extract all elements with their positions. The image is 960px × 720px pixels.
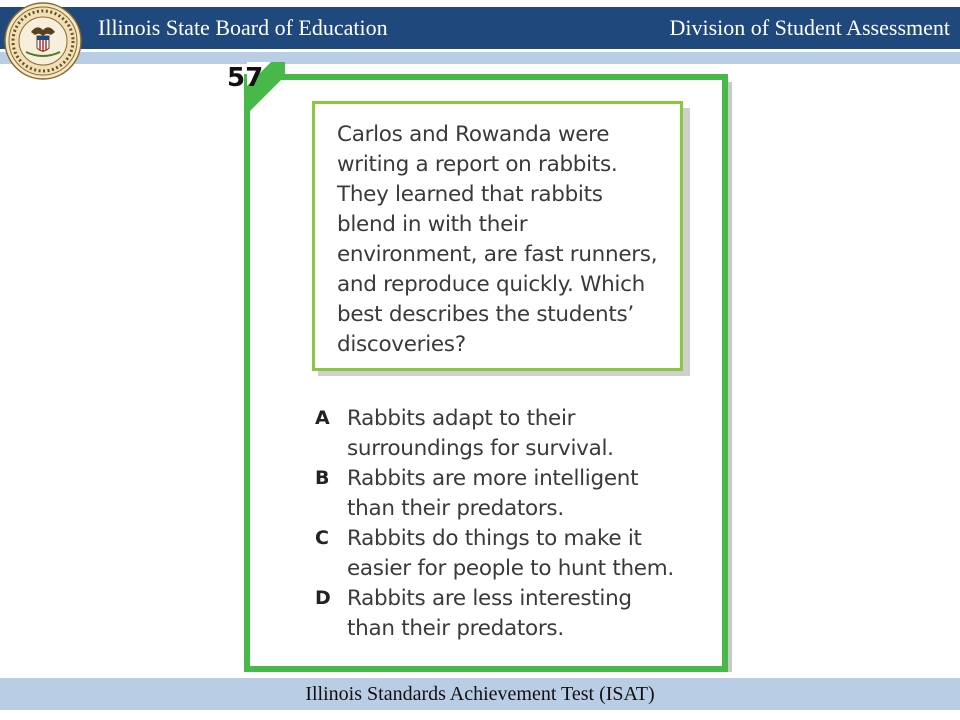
- choice-b[interactable]: [315, 464, 715, 524]
- header-stripe: [0, 52, 960, 64]
- question-prompt: Carlos and Rowanda were writing a report on rabbits. They learned that rabbits blend in with their environment, are fast runners, and reproduce quickly. Which best describes the students’ discoveries?: [337, 122, 658, 357]
- choice-c[interactable]: [315, 524, 715, 584]
- header-right-title: Division of Student Assessment: [669, 15, 950, 40]
- choice-text: Rabbits are less interesting than their predators.: [347, 586, 632, 641]
- question-number: 57: [227, 63, 264, 93]
- header-left-title: Illinois State Board of Education: [98, 15, 388, 40]
- answer-choices: [315, 404, 715, 644]
- choice-a[interactable]: [315, 404, 715, 464]
- illinois-state-seal-icon: [4, 2, 82, 80]
- choice-letter: B: [315, 467, 330, 489]
- choice-letter: A: [315, 407, 330, 429]
- choice-d[interactable]: [315, 584, 715, 644]
- choice-text: Rabbits adapt to their surroundings for survival.: [347, 406, 614, 461]
- question-number-tab: [225, 62, 285, 118]
- choice-letter: D: [315, 587, 331, 609]
- choice-text: Rabbits are more intelligent than their predators.: [347, 466, 639, 521]
- question-prompt-box: [312, 101, 683, 371]
- choice-letter: C: [315, 527, 329, 549]
- footer-title: Illinois Standards Achievement Test (ISAT): [305, 683, 655, 705]
- choice-text: Rabbits do things to make it easier for people to hunt them.: [347, 526, 674, 581]
